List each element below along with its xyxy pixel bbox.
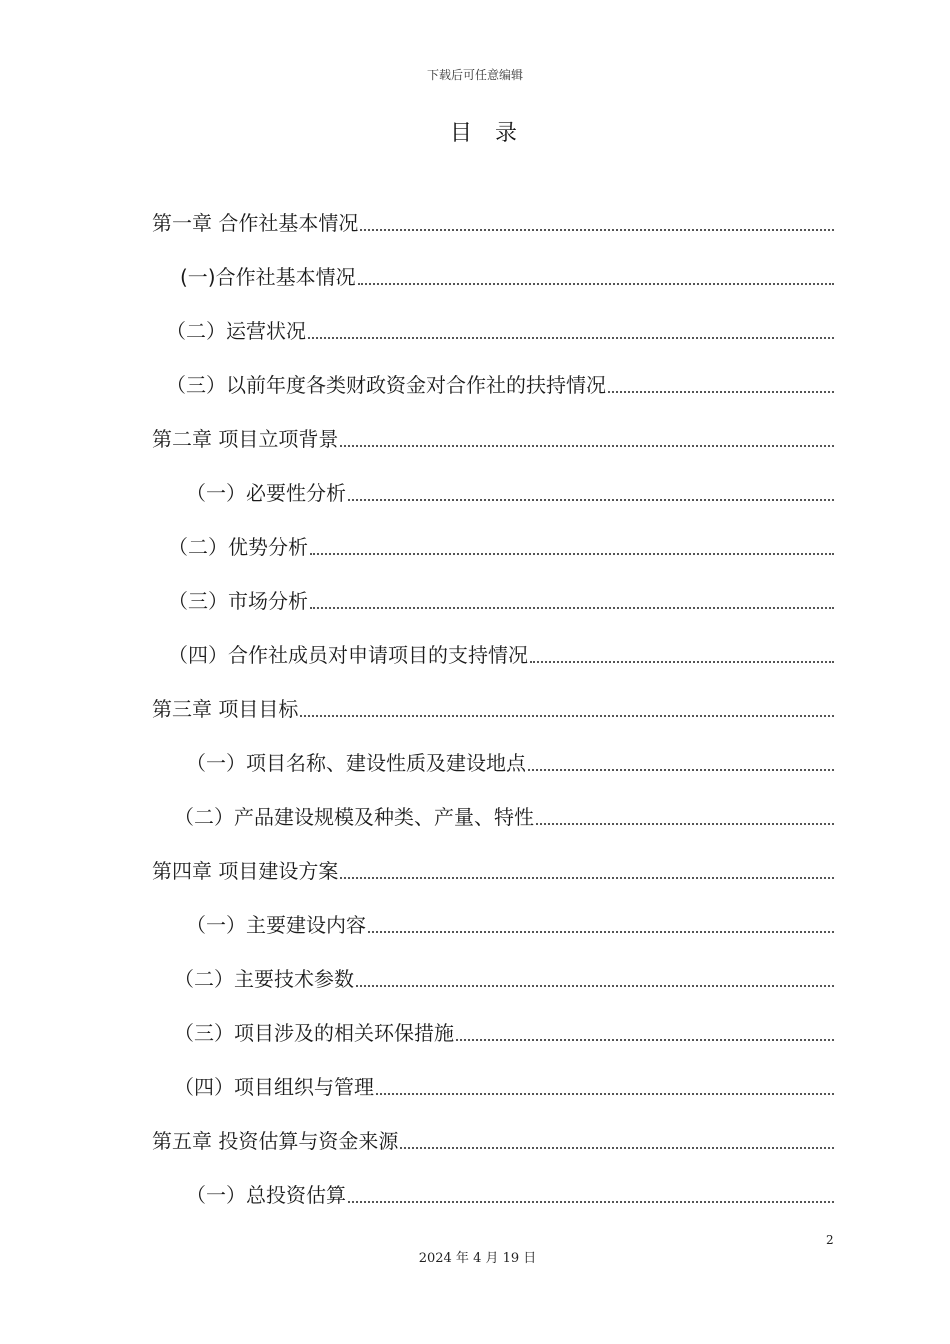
toc-entry-4-3[interactable] xyxy=(174,1007,834,1047)
toc-entry-text: （二）主要技术参数 xyxy=(174,967,354,991)
dot-leader xyxy=(358,282,834,285)
footer-date: 2024 年 4 月 19 日 xyxy=(418,1251,537,1266)
toc-entry-4-1[interactable] xyxy=(186,899,834,939)
dot-leader xyxy=(308,336,834,339)
header-note: 下载后可任意编辑 xyxy=(426,68,523,82)
dot-leader xyxy=(310,552,834,555)
toc-entry-text: （三）以前年度各类财政资金对合作社的扶持情况 xyxy=(166,373,606,397)
toc-entry-text: (一)合作社基本情况 xyxy=(180,265,356,289)
toc-entry-text: 第四章 项目建设方案 xyxy=(152,859,339,883)
toc-entry-chapter-3[interactable] xyxy=(152,683,834,723)
toc-entry-text: （一）主要建设内容 xyxy=(186,913,366,937)
toc-entry-3-1[interactable] xyxy=(186,737,834,777)
toc-entry-1-3[interactable] xyxy=(166,359,834,399)
toc-entry-1-1[interactable] xyxy=(180,251,834,291)
toc-entry-text: （四）合作社成员对申请项目的支持情况 xyxy=(168,643,528,667)
page-number: 2 xyxy=(826,1233,834,1247)
dot-leader xyxy=(340,876,834,879)
dot-leader xyxy=(608,390,834,393)
toc-entry-text: （三）市场分析 xyxy=(168,589,308,613)
dot-leader xyxy=(348,498,834,501)
toc-entry-2-1[interactable] xyxy=(186,467,834,507)
toc-entry-text: （二）运营状况 xyxy=(166,319,306,343)
dot-leader xyxy=(368,930,834,933)
toc-entry-text: （三）项目涉及的相关环保措施 xyxy=(174,1021,454,1045)
toc-entry-2-3[interactable] xyxy=(168,575,834,615)
dot-leader xyxy=(456,1038,834,1041)
dot-leader xyxy=(340,444,834,447)
toc-entry-5-1[interactable] xyxy=(186,1169,834,1209)
toc-entry-text: （二）优势分析 xyxy=(168,535,308,559)
toc-entry-1-2[interactable] xyxy=(166,305,834,345)
toc-entry-text: （二）产品建设规模及种类、产量、特性 xyxy=(174,805,534,829)
toc-entry-2-2[interactable] xyxy=(168,521,834,561)
toc-entry-text: （四）项目组织与管理 xyxy=(174,1075,374,1099)
toc-entry-text: 第五章 投资估算与资金来源 xyxy=(152,1129,399,1153)
toc-entry-chapter-2[interactable] xyxy=(152,413,834,453)
toc-title: 目 录 xyxy=(450,121,525,146)
toc-entry-text: 第一章 合作社基本情况 xyxy=(152,211,359,235)
toc-entry-text: 第三章 项目目标 xyxy=(152,697,299,721)
dot-leader xyxy=(348,1200,834,1203)
toc-entry-2-4[interactable] xyxy=(168,629,834,669)
toc-entry-chapter-5[interactable] xyxy=(152,1115,834,1155)
toc-entry-3-2[interactable] xyxy=(174,791,834,831)
toc-entry-4-4[interactable] xyxy=(174,1061,834,1101)
dot-leader xyxy=(376,1092,834,1095)
dot-leader xyxy=(400,1146,834,1149)
dot-leader xyxy=(536,822,834,825)
toc-entry-4-2[interactable] xyxy=(174,953,834,993)
toc-entry-text: 第二章 项目立项背景 xyxy=(152,427,339,451)
toc-entry-text: （一）必要性分析 xyxy=(186,481,346,505)
toc-entry-text: （一）总投资估算 xyxy=(186,1183,346,1207)
toc-entry-chapter-4[interactable] xyxy=(152,845,834,885)
toc-entry-chapter-1[interactable] xyxy=(152,197,834,237)
dot-leader xyxy=(528,768,834,771)
dot-leader xyxy=(356,984,834,987)
dot-leader xyxy=(530,660,834,663)
dot-leader xyxy=(300,714,834,717)
toc-entry-text: （一）项目名称、建设性质及建设地点 xyxy=(186,751,526,775)
dot-leader xyxy=(360,228,834,231)
dot-leader xyxy=(310,606,834,609)
